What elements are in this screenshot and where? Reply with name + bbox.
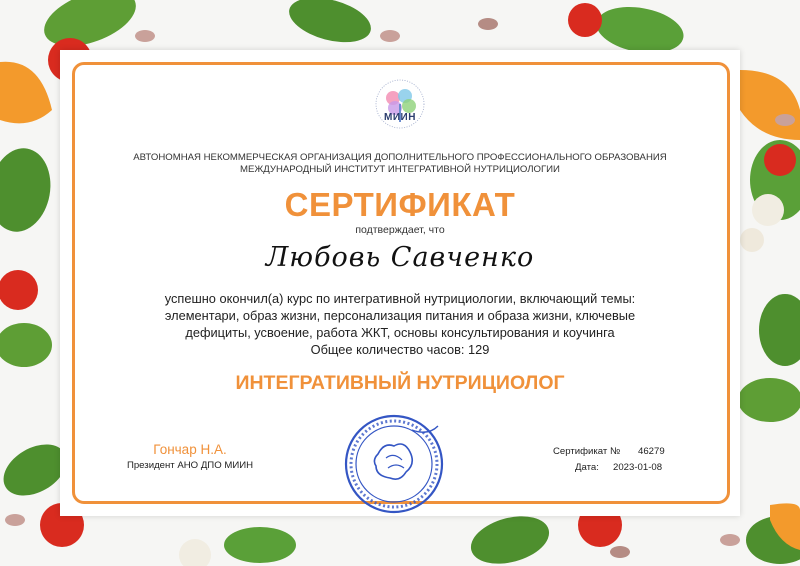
signatory-role: Президент АНО ДПО МИИН <box>126 460 254 471</box>
tomato <box>764 144 796 176</box>
certificate-number: 46279 <box>638 446 665 457</box>
qualification-title: ИНТЕГРАТИВНЫЙ НУТРИЦИОЛОГ <box>235 372 565 394</box>
logo-label: МИИН <box>384 112 416 123</box>
bean <box>380 30 400 42</box>
bean <box>135 30 155 42</box>
description-line-3: дефициты, усвоение, работа ЖКТ, основы консультирования и коучинга <box>185 325 615 340</box>
cauliflower <box>752 194 784 226</box>
date-label: Дата: <box>575 462 599 473</box>
recipient-name: Любовь Савченко <box>265 242 535 273</box>
certificate-number-label: Сертификат № <box>553 446 621 457</box>
bean <box>478 18 498 30</box>
tomato <box>568 3 602 37</box>
organization-name <box>60 152 740 176</box>
spinach-leaf <box>224 527 296 563</box>
organization-line-2: МЕЖДУНАРОДНЫЙ ИНСТИТУТ ИНТЕГРАТИВНОЙ НУТРИЦИОЛОГИИ <box>240 164 560 175</box>
bean <box>610 546 630 558</box>
organization-line-1: АВТОНОМНАЯ НЕКОММЕРЧЕСКАЯ ОРГАНИЗАЦИЯ ДОПОЛНИТЕЛЬНОГО ПРОФЕССИОНАЛЬНОГО ОБРАЗОВАНИЯ <box>133 152 667 163</box>
description-line-2: элементари, образ жизни, персонализация питания и образа жизни, ключевые <box>164 308 636 323</box>
signatory-name: Гончар Н.А. <box>153 442 227 457</box>
bean <box>775 114 795 126</box>
certificate-title: СЕРТИФИКАТ <box>284 186 516 223</box>
certificate-sheet <box>60 50 740 516</box>
issue-date: 2023-01-08 <box>613 462 663 473</box>
course-description <box>140 290 660 358</box>
confirms-text: подтверждает, что <box>355 224 445 236</box>
cauliflower <box>740 228 764 252</box>
stamp-seal-icon <box>342 412 446 516</box>
spinach-leaf <box>738 378 800 422</box>
total-hours: Общее количество часов: 129 <box>310 342 490 357</box>
bean <box>5 514 25 526</box>
description-line-1: успешно окончил(а) курс по интегративной нутрициологии, включающий темы: <box>164 291 636 306</box>
bean <box>720 534 740 546</box>
